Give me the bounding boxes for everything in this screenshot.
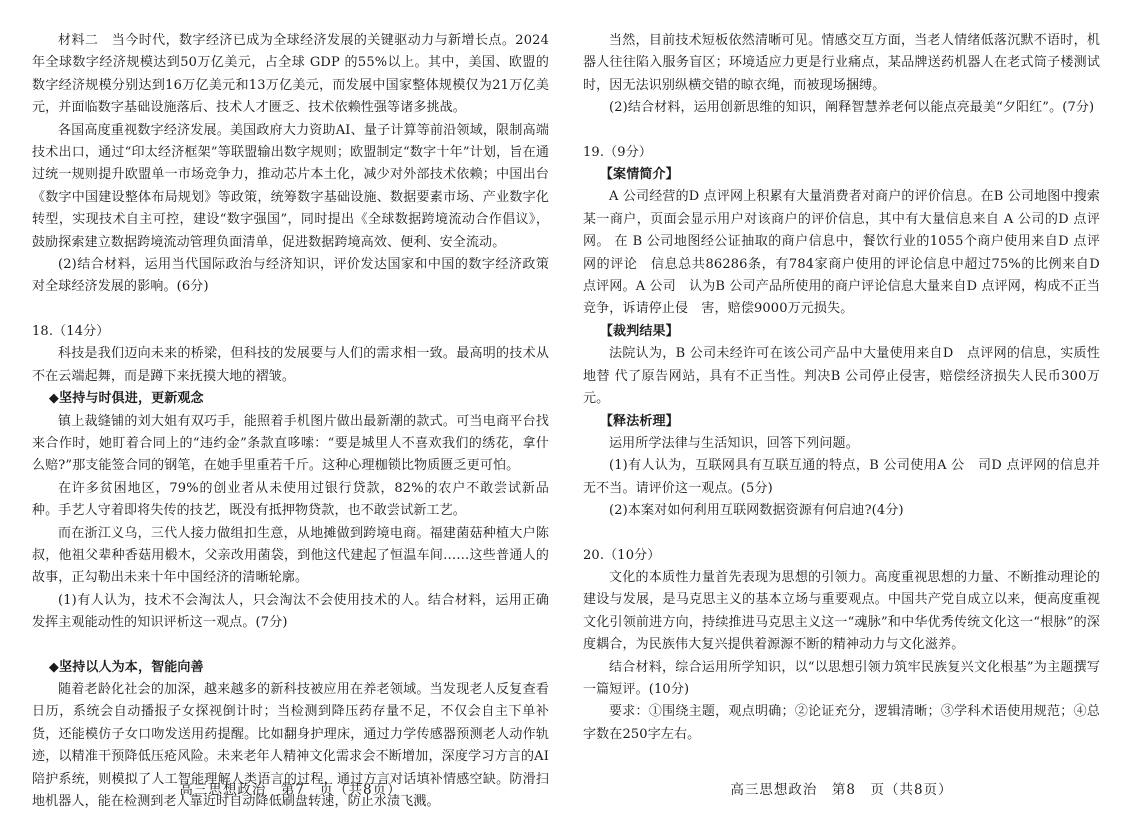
section-heading-innovation: ◆坚持与时俱进，更新观念: [48, 391, 204, 407]
question-18-2: (2)结合材料，运用创新思维的知识，阐释智慧养老何以能点亮最美“夕阳红”。(7分): [609, 100, 1095, 116]
question-18-paragraph-4: 随着老龄化社会的加深，越来越多的新科技被应用在养老领域。当发现老人反复查看日历，系统会自动播报子女探视倒计时；当检测到降压药存量不足，不仅会自主下单补货，还能模仿子女口吻发送用药提醒。比如翻身护理床，通过力学传感器预测老人动作轨迹，以精准干预降低压疮风险。未来老年人精神文化需求会不断增加，深度学习方言的AI 陪护系统，则模拟了人工智能理解人类语言的过程，通过方言对话填补情感空缺。防滑扫地机器人，能在检测到老人靠近时自动降低刷盘转速，防止水渍飞溅。: [32, 681, 549, 809]
question-18-paragraph-3: 而在浙江义乌，三代人接力做组扣生意，从地摊做到跨境电商。福建菌菇种植大户陈叔，他祖父辈种香菇用椴木，父亲改用菌袋，到他这代建起了恒温车间……这些普通人的故事，正勾勒出未来十年中国经济的清晰轮廓。: [32, 525, 549, 586]
verdict-heading: 【裁判结果】: [599, 323, 679, 339]
analysis-heading: 【释法析理】: [599, 413, 679, 429]
question-19-1: (1)有人认为，互联网具有互联互通的特点，B 公司使用A 公 司D 点评网的信息并无不当。请评价这一观点。(5分): [583, 458, 1100, 496]
case-summary-heading: 【案情简介】: [599, 167, 679, 183]
case-summary-text: A 公司经营的D 点评网上积累有大量消费者对商户的评价信息。在B 公司地图中搜索某一商户，页面会显示用户对该商户的评价信息，其中有大量信息来自 A 公司的D 点评网。 在 B 公司地图经公证抽取的商户信息中，餐饮行业的1055个商户使用来自D 点评网的评论 信息总共86286条，有784家商户使用的评论信息中超过75%的比例来自D 点评网。A 公司 认为B 公司产品所使用的商户评论信息大量来自D 点评网，构成不正当竞争，诉请停止侵 害，赔偿9000万元损失。: [583, 189, 1100, 317]
spacer: [583, 523, 1100, 545]
spacer: [32, 635, 549, 657]
question-18-paragraph-1: 镇上裁缝铺的刘大姐有双巧手，能照着手机图片做出最新潮的款式。可当电商平台找来合作时，她盯着合同上的“违约金”条款直哆嗦：“要是城里人不喜欢我们的绣花，拿什么赔?”那支能签合同的钢笔，在她手里重若千斤。这种心理枷锁比物质匮乏更可怕。: [32, 413, 549, 474]
spacer: [32, 299, 549, 321]
page-footer-7: 高三思想政治 第7 页（共8页）: [179, 782, 402, 798]
question-20-prompt: 结合材料，综合运用所学知识，以“以思想引领力筑牢民族复兴文化根基”为主题撰写一篇短评。(10分): [583, 659, 1100, 697]
question-20-requirements: 要求：①围绕主题，观点明确；②论证充分，逻辑清晰；③学科术语使用规范；④总字数在250字左右。: [583, 704, 1100, 742]
question-18-1: (1)有人认为，技术不会淘汰人，只会淘汰不会使用技术的人。结合材料，运用正确发挥主观能动性的知识评析这一观点。(7分): [32, 592, 549, 631]
page-7: [32, 30, 549, 809]
question-19-number: 19.（9分）: [583, 144, 652, 160]
section-heading-people-first: ◆坚持以人为本，智能向善: [48, 659, 204, 675]
question-20-paragraph-1: 文化的本质性力量首先表现为思想的引领力。高度重视思想的力量、不断推动理论的建设与发展，是马克思主义的基本立场与重要观点。中国共产党自成立以来，便高度重视文化引领前进方向，持续推进马克思主义这一“魂脉”和中华优秀传统文化这一“根脉”的深度耦合，为民族伟大复兴提供着源源不断的精神动力与文化滋养。: [583, 569, 1100, 653]
question-20-number: 20.（10分）: [583, 547, 661, 563]
question-19-2: (2)本案对如何利用互联网数据资源有何启迪?(4分): [609, 503, 904, 519]
verdict-text: 法院认为，B 公司未经许可在该公司产品中大量使用来自D 点评网的信息，实质性地替 代了原告网站，具有不正当性。判决B 公司停止侵害，赔偿经济损失人民币300万元。: [583, 346, 1100, 407]
question-18-paragraph-2: 在许多贫困地区，79%的创业者从未使用过银行贷款，82%的农户不敢尝试新品种。手艺人守着即将失传的技艺，既没有抵押物贷款，也不敢尝试新工艺。: [32, 480, 549, 519]
spacer: [583, 120, 1100, 142]
page-8: [583, 30, 1100, 800]
question-18-number: 18.（14分）: [32, 323, 110, 339]
material-2-paragraph-2: 各国高度重视数字经济发展。美国政府大力资助AI、量子计算等前沿领域，限制高端技术出口，通过“印太经济框架”等联盟输出数字规则；欧盟制定“数字十年”计划，旨在通过统一规则提升欧盟单一市场竞争力，推动芯片本土化，减少对外部技术依赖；中国出台《数字中国建设整体布局规划》等政策，统筹数字基础设施、数据要素市场、产业数字化转型，实现技术自主可控，建设“数字强国”，同时提出《全球数据跨境流动合作倡议》，鼓励探索建立数据跨境流动管理负面清单，促进数据跨境高效、便利、安全流动。: [32, 122, 549, 250]
page-footer-8: 高三思想政治 第8 页（共8页）: [730, 782, 953, 798]
material-2-paragraph-1: 材料二 当今时代，数字经济已成为全球经济发展的关键驱动力与新增长点。2024年全球数字经济规模达到50万亿美元，占全球 GDP 的55%以上。其中，美国、欧盟的数字经济规模分别达到16万亿美元和13万亿美元，而发展中国家整体规模仅为21万亿美元，并面临数字基础设施落后、技术人才匮乏、技术依赖性强等诸多挑战。: [32, 33, 549, 116]
question-18-intro: 科技是我们迈向未来的桥梁，但科技的发展要与人们的需求相一致。最高明的技术从不在云端起舞，而是蹲下来抚摸大地的褶皱。: [32, 346, 549, 384]
question-18-paragraph-5: 当然，目前技术短板依然清晰可见。情感交互方面，当老人情绪低落沉默不语时，机器人往往陷入服务盲区；环境适应力更是行业痛点，某品牌送药机器人在老式筒子楼测试时，因无法识别纵横交错的晾衣绳，而被现场捆缚。: [583, 33, 1100, 93]
analysis-text: 运用所学法律与生活知识，回答下列问题。: [609, 435, 859, 451]
question-17-2: (2)结合材料，运用当代国际政治与经济知识，评价发达国家和中国的数字经济政策对全球经济发展的影响。(6分): [32, 257, 549, 295]
